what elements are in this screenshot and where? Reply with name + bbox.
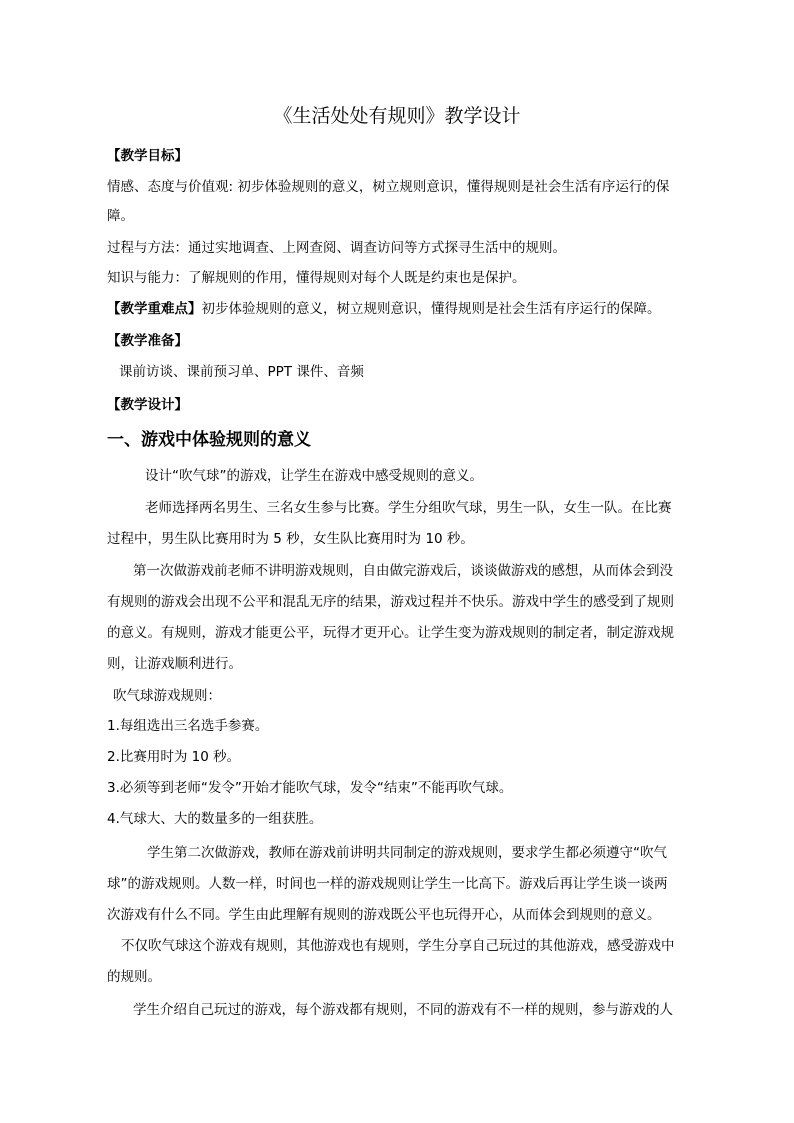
paragraph-2-line-1: 老师选择两名男生、三名女生参与比赛。学生分组吹气球，男生一队，女生一队。在比赛 bbox=[145, 500, 672, 516]
goals-emotion-line2: 障。 bbox=[107, 208, 134, 224]
rule-item: 3.必须等到老师“发令”开始才能吹气球，发令“结束”不能再吹气球。 bbox=[107, 780, 513, 796]
rule-item: 4.气球大、大的数量多的一组获胜。 bbox=[107, 811, 323, 827]
section-heading-1: 一、游戏中体验规则的意义 bbox=[107, 430, 311, 450]
design-heading: 【教学设计】 bbox=[107, 397, 188, 413]
paragraph-5-line-2: 的规则。 bbox=[107, 969, 161, 985]
paragraph-3-line-3: 的意义。有规则，游戏才能更公平，玩得才更开心。让学生变为游戏规则的制定者，制定游戏规 bbox=[107, 625, 674, 641]
paragraph-3-line-4: 则，让游戏顺利进行。 bbox=[107, 656, 242, 672]
document-title: 《生活处处有规则》教学设计 bbox=[273, 105, 521, 127]
goals-process: 过程与方法：通过实地调查、上网查阅、调查访问等方式探寻生活中的规则。 bbox=[107, 240, 566, 256]
rule-item: 1.每组选出三名选手参赛。 bbox=[107, 718, 269, 734]
goals-knowledge: 知识与能力：了解规则的作用，懂得规则对每个人既是约束也是保护。 bbox=[107, 270, 526, 286]
paragraph-1: 设计“吹气球”的游戏，让学生在游戏中感受规则的意义。 bbox=[145, 468, 483, 484]
paragraph-5-line-1: 不仅吹气球这个游戏有规则，其他游戏也有规则，学生分享自己玩过的其他游戏，感受游戏中 bbox=[121, 938, 675, 954]
rules-heading: 吹气球游戏规则： bbox=[113, 688, 221, 704]
rule-item: 2.比赛用时为 10 秒。 bbox=[107, 749, 241, 765]
prep-heading: 【教学准备】 bbox=[107, 333, 188, 349]
key-points bbox=[107, 299, 661, 319]
paragraph-6-line-1: 学生介绍自己玩过的游戏，每个游戏都有规则，不同的游戏有不一样的规则，参与游戏的人 bbox=[133, 1002, 673, 1018]
goals-heading: 【教学目标】 bbox=[107, 148, 188, 164]
paragraph-3-line-2: 有规则的游戏会出现不公平和混乱无序的结果，游戏过程并不快乐。游戏中学生的感受到了规则 bbox=[107, 594, 674, 610]
key-points-heading: 【教学重难点】 bbox=[107, 301, 202, 317]
paragraph-3-line-1: 第一次做游戏前老师不讲明游戏规则，自由做完游戏后，谈谈做游戏的感想，从而体会到没 bbox=[133, 563, 673, 579]
paragraph-2-line-2: 过程中，男生队比赛用时为 5 秒，女生队比赛用时为 10 秒。 bbox=[107, 531, 474, 547]
key-points-text: 初步体验规则的意义，树立规则意识，懂得规则是社会生活有序运行的保障。 bbox=[201, 301, 661, 317]
prep-text: 课前访谈、课前预习单、PPT 课件、音频 bbox=[119, 364, 364, 380]
paragraph-4-line-3: 次游戏有什么不同。学生由此理解有规则的游戏既公平也玩得开心，从而体会到规则的意义。 bbox=[107, 907, 661, 923]
paragraph-4-line-1: 学生第二次做游戏，教师在游戏前讲明共同制定的游戏规则，要求学生都必须遵守“吹气 bbox=[147, 845, 667, 861]
goals-emotion-line1: 情感、态度与价值观: 初步体验规则的意义，树立规则意识，懂得规则是社会生活有序运行的保 bbox=[107, 179, 670, 195]
paragraph-4-line-2: 球”的游戏规则。人数一样，时间也一样的游戏规则让学生一比高下。游戏后再让学生谈一谈两 bbox=[107, 876, 668, 892]
